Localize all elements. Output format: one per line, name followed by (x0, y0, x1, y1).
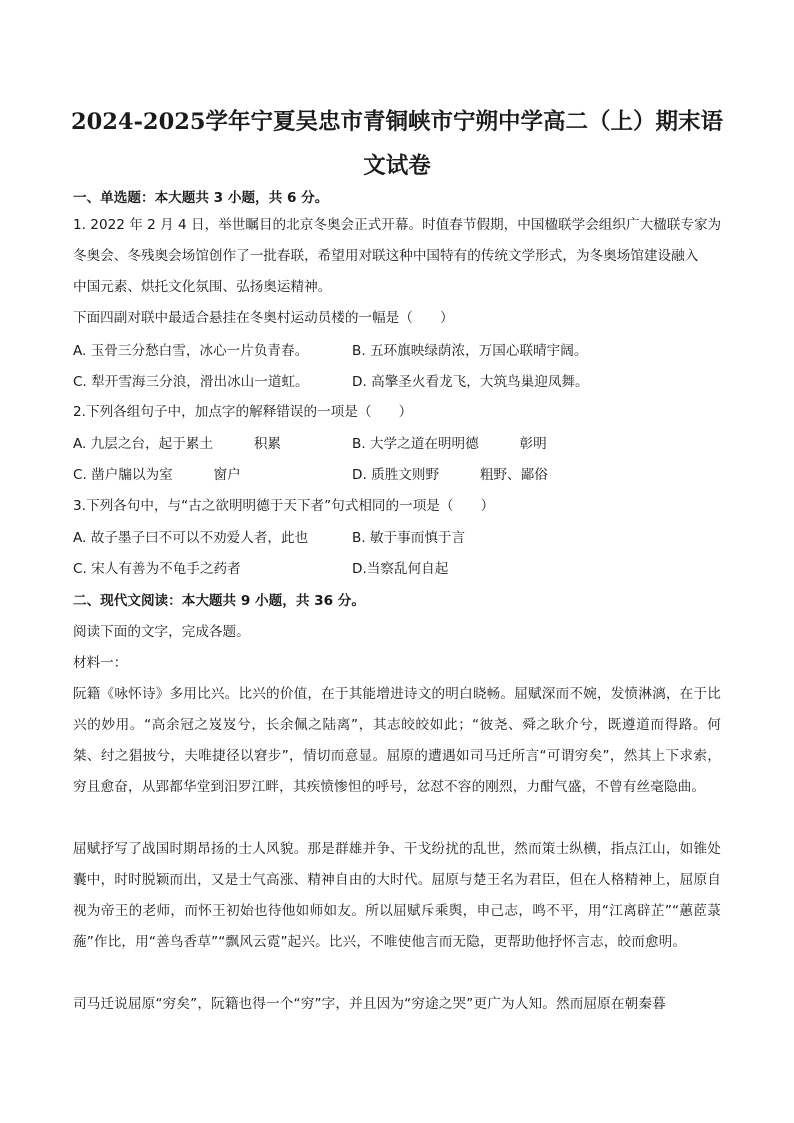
material-label: 材料一： (73, 655, 128, 671)
q2-option-d: D. 质胜文则野 粗野、鄙俗 (352, 467, 548, 483)
page-title: 2024-2025学年宁夏吴忠市青铜峡市宁朔中学高二（上）期末语文试卷 (70, 109, 724, 179)
section-desc: 本大题共 9 小题，共 36 分。 (181, 593, 365, 609)
q2-stem: 2.下列各组句子中，加点字的解释错误的一项是（ ） (73, 404, 413, 420)
section-desc: 本大题共 3 小题，共 6 分。 (154, 190, 329, 206)
q3-option-a: A. 故子墨子曰不可以不劝爱人者，此也 (73, 530, 309, 546)
section-heading-1 (73, 188, 328, 208)
reading-instruction: 阅读下面的文字，完成各题。 (73, 624, 250, 640)
q3-option-d: D.当察乱何自起 (352, 561, 449, 577)
q1-option-a: A. 玉骨三分愁白雪，冰心一片负青春。 (73, 343, 309, 359)
section-label: 二、现代文阅读： (73, 593, 182, 609)
reading-paragraph-2: 屈赋抒写了战国时期昂扬的士人风貌。那是群雄并争、干戈纷扰的乱世，然而策士纵横，指点江山，如锥处囊中，时时脱颖而出，又是士气高涨、精神自由的大时代。屈原与楚王名为君臣，但在人格精神上，屈原自视为帝王的老师，而怀王初始也待他如师如友。所以屈赋斥乘舆，申己志，鸣不平，用“江离辟芷”“蕙茝菉葹”作比，用“善鸟香草”“飘风云霓”起兴。比兴，不唯使他言而无隐，更帮助他抒怀言志，皎而愈明。 (73, 841, 721, 950)
q3-option-c: C. 宋人有善为不龟手之药者 (73, 561, 241, 577)
section-heading-2 (73, 591, 365, 611)
q2-option-c: C. 凿户牖以为室 窗户 (73, 467, 241, 483)
q1-stem-line-2: 冬奥会、冬残奥会场馆创作了一批春联，希望用对联这种中国特有的传统文学形式，为冬奥场馆建设融入 (73, 248, 699, 264)
q1-option-c: C. 犁开雪海三分浪，滑出冰山一道虹。 (73, 374, 309, 390)
q3-stem: 3.下列各句中，与“古之欲明明德于天下者”句式相同的一项是（ ） (73, 498, 495, 514)
q1-question: 下面四副对联中最适合悬挂在冬奥村运动员楼的一幅是（ ） (73, 310, 454, 326)
q1-option-d: D. 高擎圣火看龙飞，大筑鸟巢迎凤舞。 (352, 374, 589, 390)
reading-paragraph-1: 阮籍《咏怀诗》多用比兴。比兴的价值，在于其能增进诗文的明白晓畅。屈赋深而不婉，发愤淋漓，在于比兴的妙用。“高余冠之岌岌兮，长余佩之陆离”，其志皎皎如此；“彼尧、舜之耿介兮，既遵道而得路。何桀、纣之猖披兮，夫唯捷径以窘步”，情切而意显。屈原的遭遇如司马迁所言“可谓穷矣”，然其上下求索，穷且愈奋，从郢都华堂到汨罗江畔，其疾愤惨怛的呼号，忿怼不容的刚烈，力酣气盛，不曾有丝毫隐曲。 (73, 686, 721, 795)
reading-paragraph-3: 司马迁说屈原“穷矣”，阮籍也得一个“穷”字，并且因为“穷途之哭”更广为人知。然而屈原在朝秦暮 (73, 996, 666, 1012)
section-label: 一、单选题： (73, 190, 155, 206)
q2-option-a: A. 九层之台，起于累土 积累 (73, 436, 282, 452)
q1-stem-line-1: 1. 2022 年 2 月 4 日，举世瞩目的北京冬奥会正式开幕。时值春节假期，中国楹联学会组织广大楹联专家为 (73, 217, 722, 233)
q3-option-b: B. 敏于事而慎于言 (352, 530, 466, 546)
q1-option-b: B. 五环旗映绿荫浓，万国心联晴宇阔。 (352, 343, 588, 359)
q1-stem-line-3: 中国元素、烘托文化氛围、弘扬奥运精神。 (73, 279, 332, 295)
q2-option-b: B. 大学之道在明明德 彰明 (352, 436, 547, 452)
